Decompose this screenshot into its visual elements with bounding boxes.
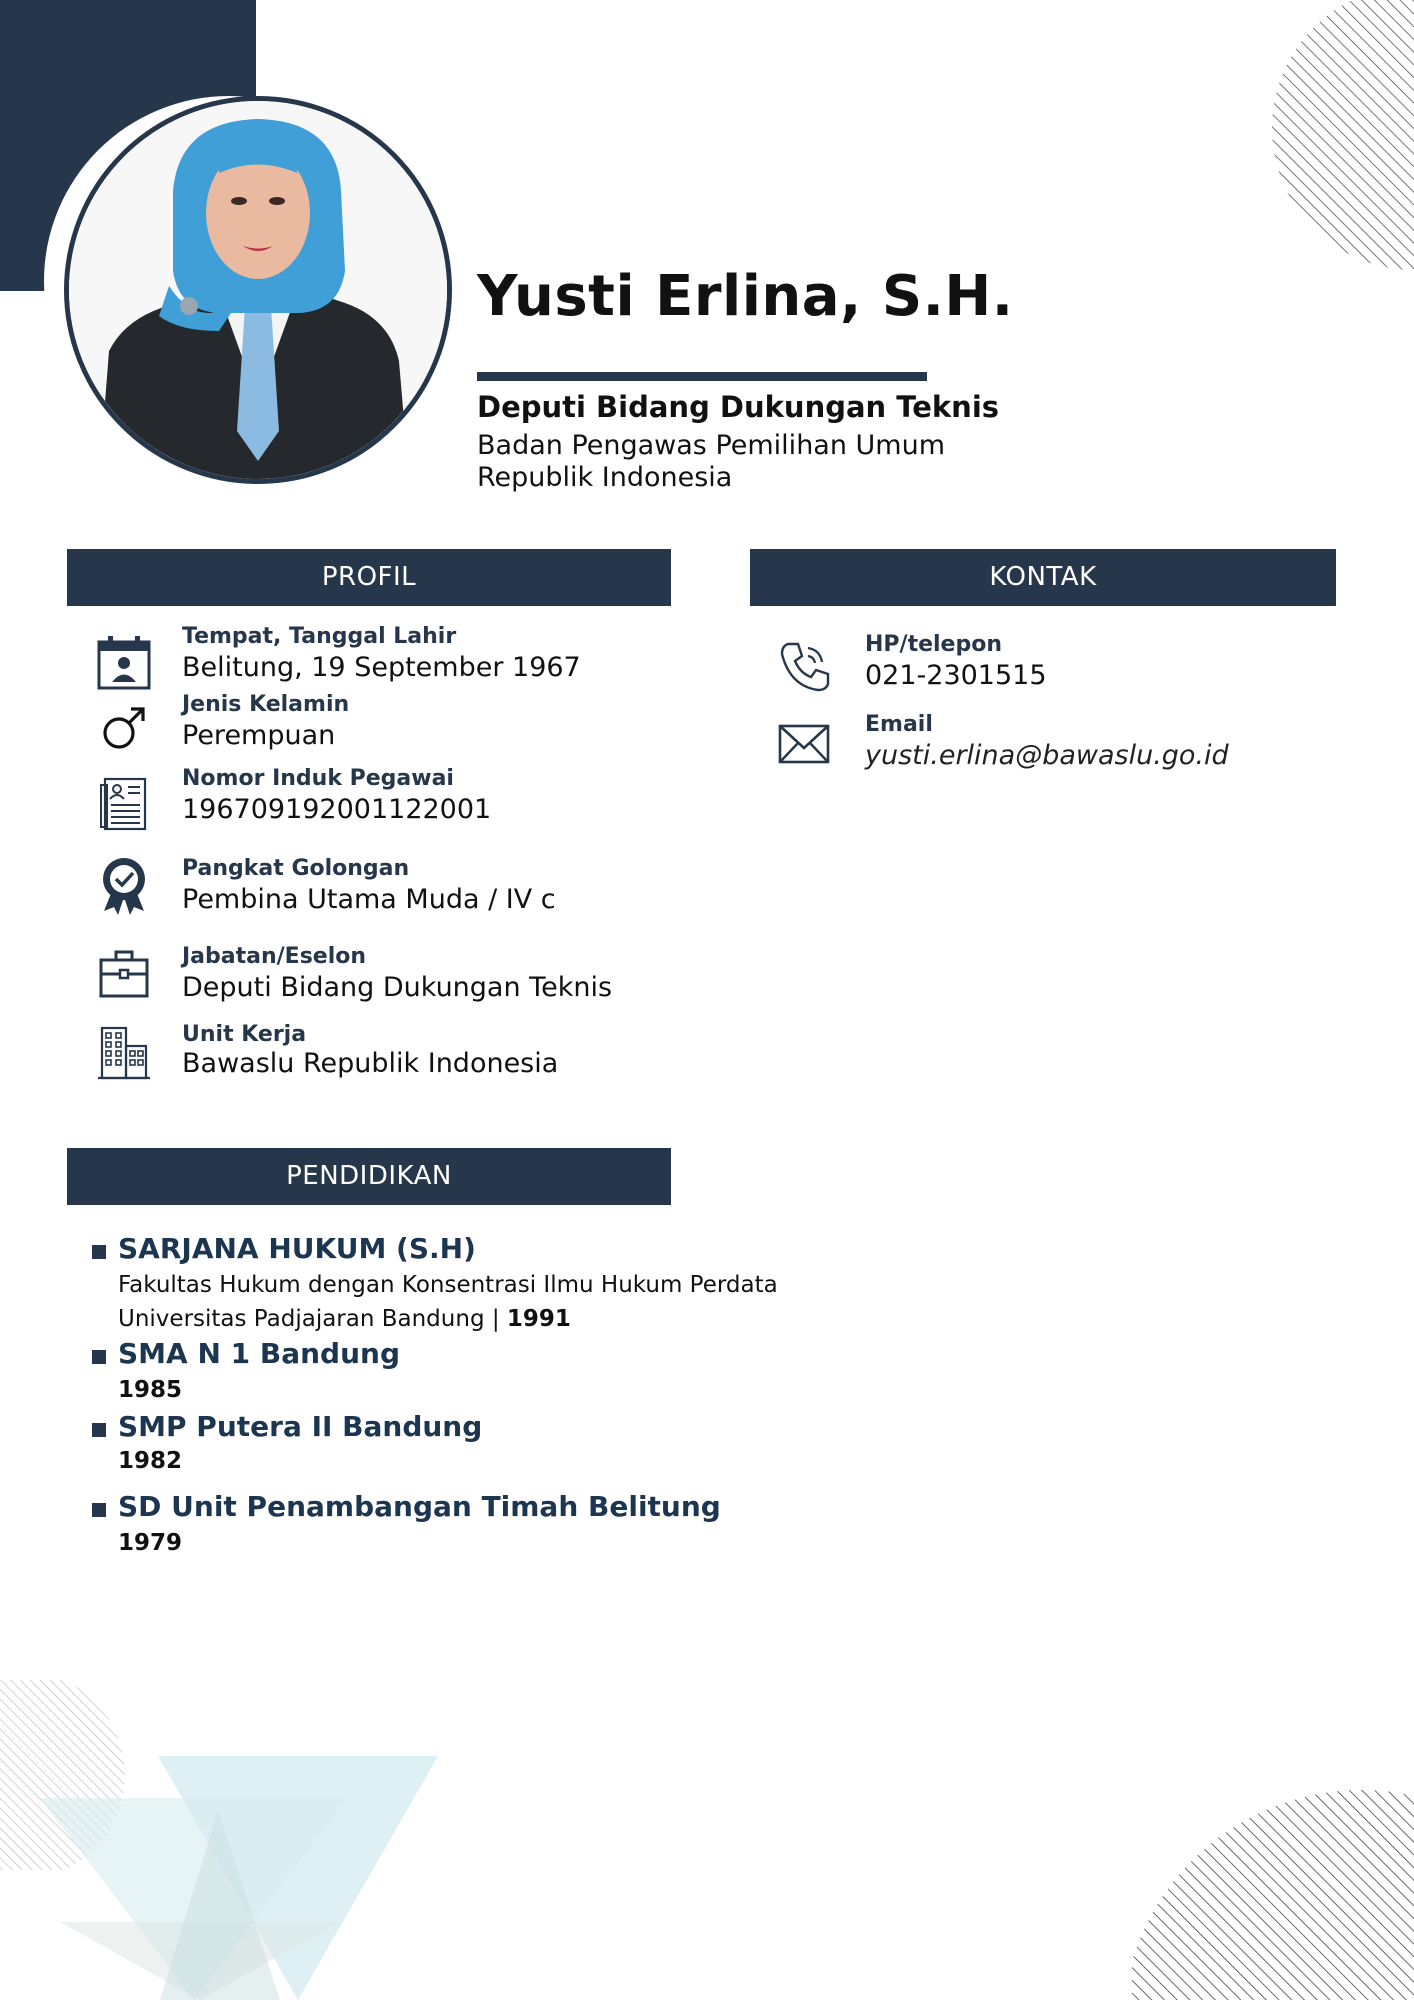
nip-value: 196709192001122001	[182, 794, 492, 825]
briefcase-icon	[96, 944, 152, 1004]
male-symbol-icon	[96, 698, 152, 758]
unit-value: Bawaslu Republik Indonesia	[182, 1048, 559, 1079]
pendidikan-section-header: PENDIDIKAN	[67, 1148, 671, 1205]
email-label: Email	[865, 712, 933, 737]
phone-value: 021-2301515	[865, 660, 1047, 691]
bullet-square-icon	[92, 1245, 106, 1259]
top-right-hatched-circle	[1272, 0, 1414, 270]
email-value[interactable]: yusti.erlina@bawaslu.go.id	[865, 740, 1229, 771]
unit-label: Unit Kerja	[182, 1022, 307, 1047]
phone-label: HP/telepon	[865, 632, 1002, 657]
education-title: SMP Putera II Bandung	[118, 1410, 483, 1443]
name-underline-bar	[477, 372, 927, 381]
person-name: Yusti Erlina, S.H.	[477, 264, 1014, 329]
rank-value: Pembina Utama Muda / IV c	[182, 884, 556, 915]
rank-label: Pangkat Golongan	[182, 856, 410, 881]
education-title: SD Unit Penambangan Timah Belitung	[118, 1490, 721, 1523]
bullet-square-icon	[92, 1503, 106, 1517]
kontak-section-header: KONTAK	[750, 549, 1336, 606]
position-value: Deputi Bidang Dukungan Teknis	[182, 972, 613, 1003]
organization-line-1: Badan Pengawas Pemilihan Umum	[477, 430, 946, 461]
organization-line-2: Republik Indonesia	[477, 462, 733, 493]
bottom-right-hatched-circle	[1132, 1790, 1414, 2000]
education-university-name: Universitas Padjajaran Bandung |	[118, 1306, 507, 1332]
person-position: Deputi Bidang Dukungan Teknis	[477, 390, 1000, 424]
birth-value: Belitung, 19 September 1967	[182, 652, 581, 683]
gender-label: Jenis Kelamin	[182, 692, 350, 717]
person-organization	[477, 430, 945, 494]
education-year: 1979	[118, 1530, 183, 1556]
education-university	[118, 1306, 571, 1332]
building-icon	[96, 1022, 152, 1082]
education-title: SARJANA HUKUM (S.H)	[118, 1232, 476, 1265]
envelope-icon	[776, 714, 832, 774]
education-faculty: Fakultas Hukum dengan Konsentrasi Ilmu Hukum Perdata	[118, 1272, 778, 1298]
phone-icon	[776, 636, 832, 696]
education-year: 1985	[118, 1377, 183, 1403]
education-year: 1982	[118, 1448, 183, 1474]
bottom-left-triangles-decoration	[30, 1750, 450, 2000]
id-document-icon	[96, 774, 152, 834]
gender-value: Perempuan	[182, 720, 336, 751]
profile-photo	[64, 96, 452, 484]
birth-label: Tempat, Tanggal Lahir	[182, 624, 457, 649]
bullet-square-icon	[92, 1350, 106, 1364]
bullet-square-icon	[92, 1423, 106, 1437]
profile-photo-illustration	[69, 101, 447, 479]
education-year: 1991	[506, 1306, 571, 1332]
profil-section-header: PROFIL	[67, 549, 671, 606]
position-label: Jabatan/Eselon	[182, 944, 367, 969]
badge-check-icon	[96, 856, 152, 916]
education-title: SMA N 1 Bandung	[118, 1337, 400, 1370]
nip-label: Nomor Induk Pegawai	[182, 766, 454, 791]
calendar-person-icon	[96, 632, 152, 692]
